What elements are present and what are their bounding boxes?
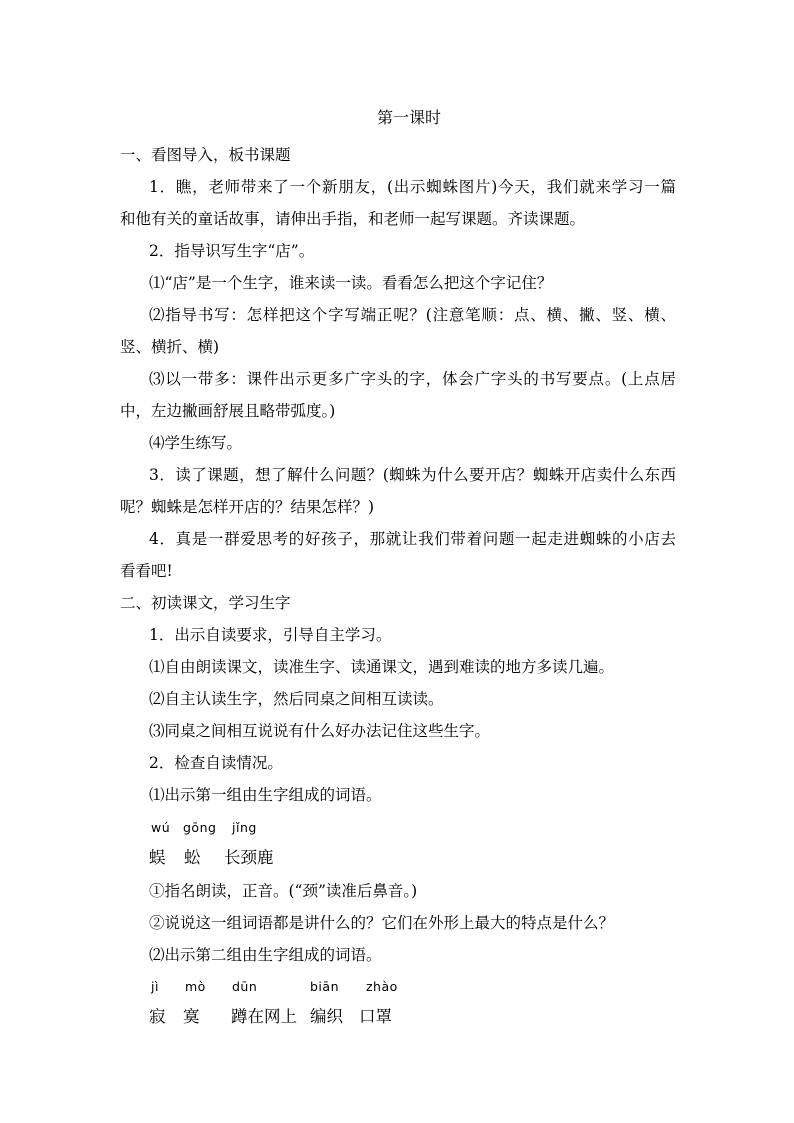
pinyin-mo: mò — [185, 979, 206, 994]
section-heading-2: 二、初读课文，学习生字 — [120, 594, 291, 612]
paragraph-2-item-2-line-2: 竖、横折、横) — [120, 338, 220, 356]
paragraph-3-line-2: 呢？蜘蛛是怎样开店的？结果怎样？) — [120, 498, 375, 516]
question-1: ①指名朗读，正音。(“颈”读准后鼻音。) — [149, 882, 418, 900]
pinyin-dun: dūn — [232, 979, 258, 994]
word-kouzhao: 口罩 — [359, 1007, 392, 1026]
paragraph-1-line-1: 1．瞧，老师带来了一个新朋友，(出示蜘蛛图片)今天，我们就来学习一篇 — [149, 178, 676, 196]
s2-paragraph-2-item-1: ⑴出示第一组由生字组成的词语。 — [149, 786, 382, 804]
paragraph-2-item-3-line-1: ⑶以一带多：课件出示更多广字头的字，体会广字头的书写要点。(上点居 — [149, 370, 676, 388]
pinyin-gong: gōng — [183, 820, 217, 835]
paragraph-2: 2．指导识写生字“店”。 — [149, 242, 315, 260]
word-ji: 寂 — [149, 1007, 166, 1026]
word-dunzaiwangshang: 蹲在网上 — [231, 1007, 297, 1026]
word-gong: 蚣 — [184, 848, 201, 867]
paragraph-3-line-1: 3．读了课题，想了解什么问题？(蜘蛛为什么要开店？蜘蛛开店卖什么东西 — [149, 466, 676, 484]
pinyin-jing: jǐng — [232, 820, 257, 835]
paragraph-4-line-2: 看看吧! — [120, 562, 173, 580]
s2-paragraph-2: 2．检查自读情况。 — [149, 754, 283, 772]
paragraph-2-item-3-line-2: 中，左边撇画舒展且略带弧度。) — [120, 402, 336, 420]
word-wu: 蜈 — [149, 848, 166, 867]
s2-paragraph-1-item-3: ⑶同桌之间相互说说有什么好办法记住这些生字。 — [149, 722, 491, 740]
paragraph-2-item-1: ⑴“店”是一个生字，谁来读一读。看看怎么把这个字记住？ — [149, 274, 553, 292]
pinyin-bian: biān — [310, 979, 339, 994]
paragraph-2-item-2-line-1: ⑵指导书写：怎样把这个字写端正呢？(注意笔顺：点、横、撇、竖、横、 — [149, 306, 676, 324]
word-mo: 寞 — [183, 1007, 200, 1026]
s2-paragraph-1: 1．出示自读要求，引导自主学习。 — [149, 626, 392, 644]
paragraph-2-item-4: ⑷学生练写。 — [149, 434, 243, 452]
question-2: ②说说这一组词语都是讲什么的？它们在外形上最大的特点是什么？ — [149, 914, 615, 932]
s2-paragraph-1-item-2: ⑵自主认读生字，然后同桌之间相互读读。 — [149, 690, 444, 708]
section-heading-1: 一、看图导入，板书课题 — [120, 146, 291, 164]
pinyin-ji: jì — [151, 979, 159, 994]
paragraph-1-line-2: 和他有关的童话故事，请伸出手指，和老师一起写课题。齐读课题。 — [120, 210, 586, 228]
pinyin-zhao: zhào — [366, 979, 398, 994]
pinyin-wu: wú — [151, 820, 171, 835]
word-changjinglu: 长颈鹿 — [224, 848, 274, 867]
s2-paragraph-2-item-2: ⑵出示第二组由生字组成的词语。 — [149, 946, 382, 964]
paragraph-4-line-1: 4．真是一群爱思考的好孩子，那就让我们带着问题一起走进蜘蛛的小店去 — [149, 530, 676, 548]
page-title: 第一课时 — [377, 108, 442, 127]
word-bianzhi: 编织 — [310, 1007, 343, 1026]
s2-paragraph-1-item-1: ⑴自由朗读课文，读准生字、读通课文，遇到难读的地方多读几遍。 — [149, 658, 615, 676]
